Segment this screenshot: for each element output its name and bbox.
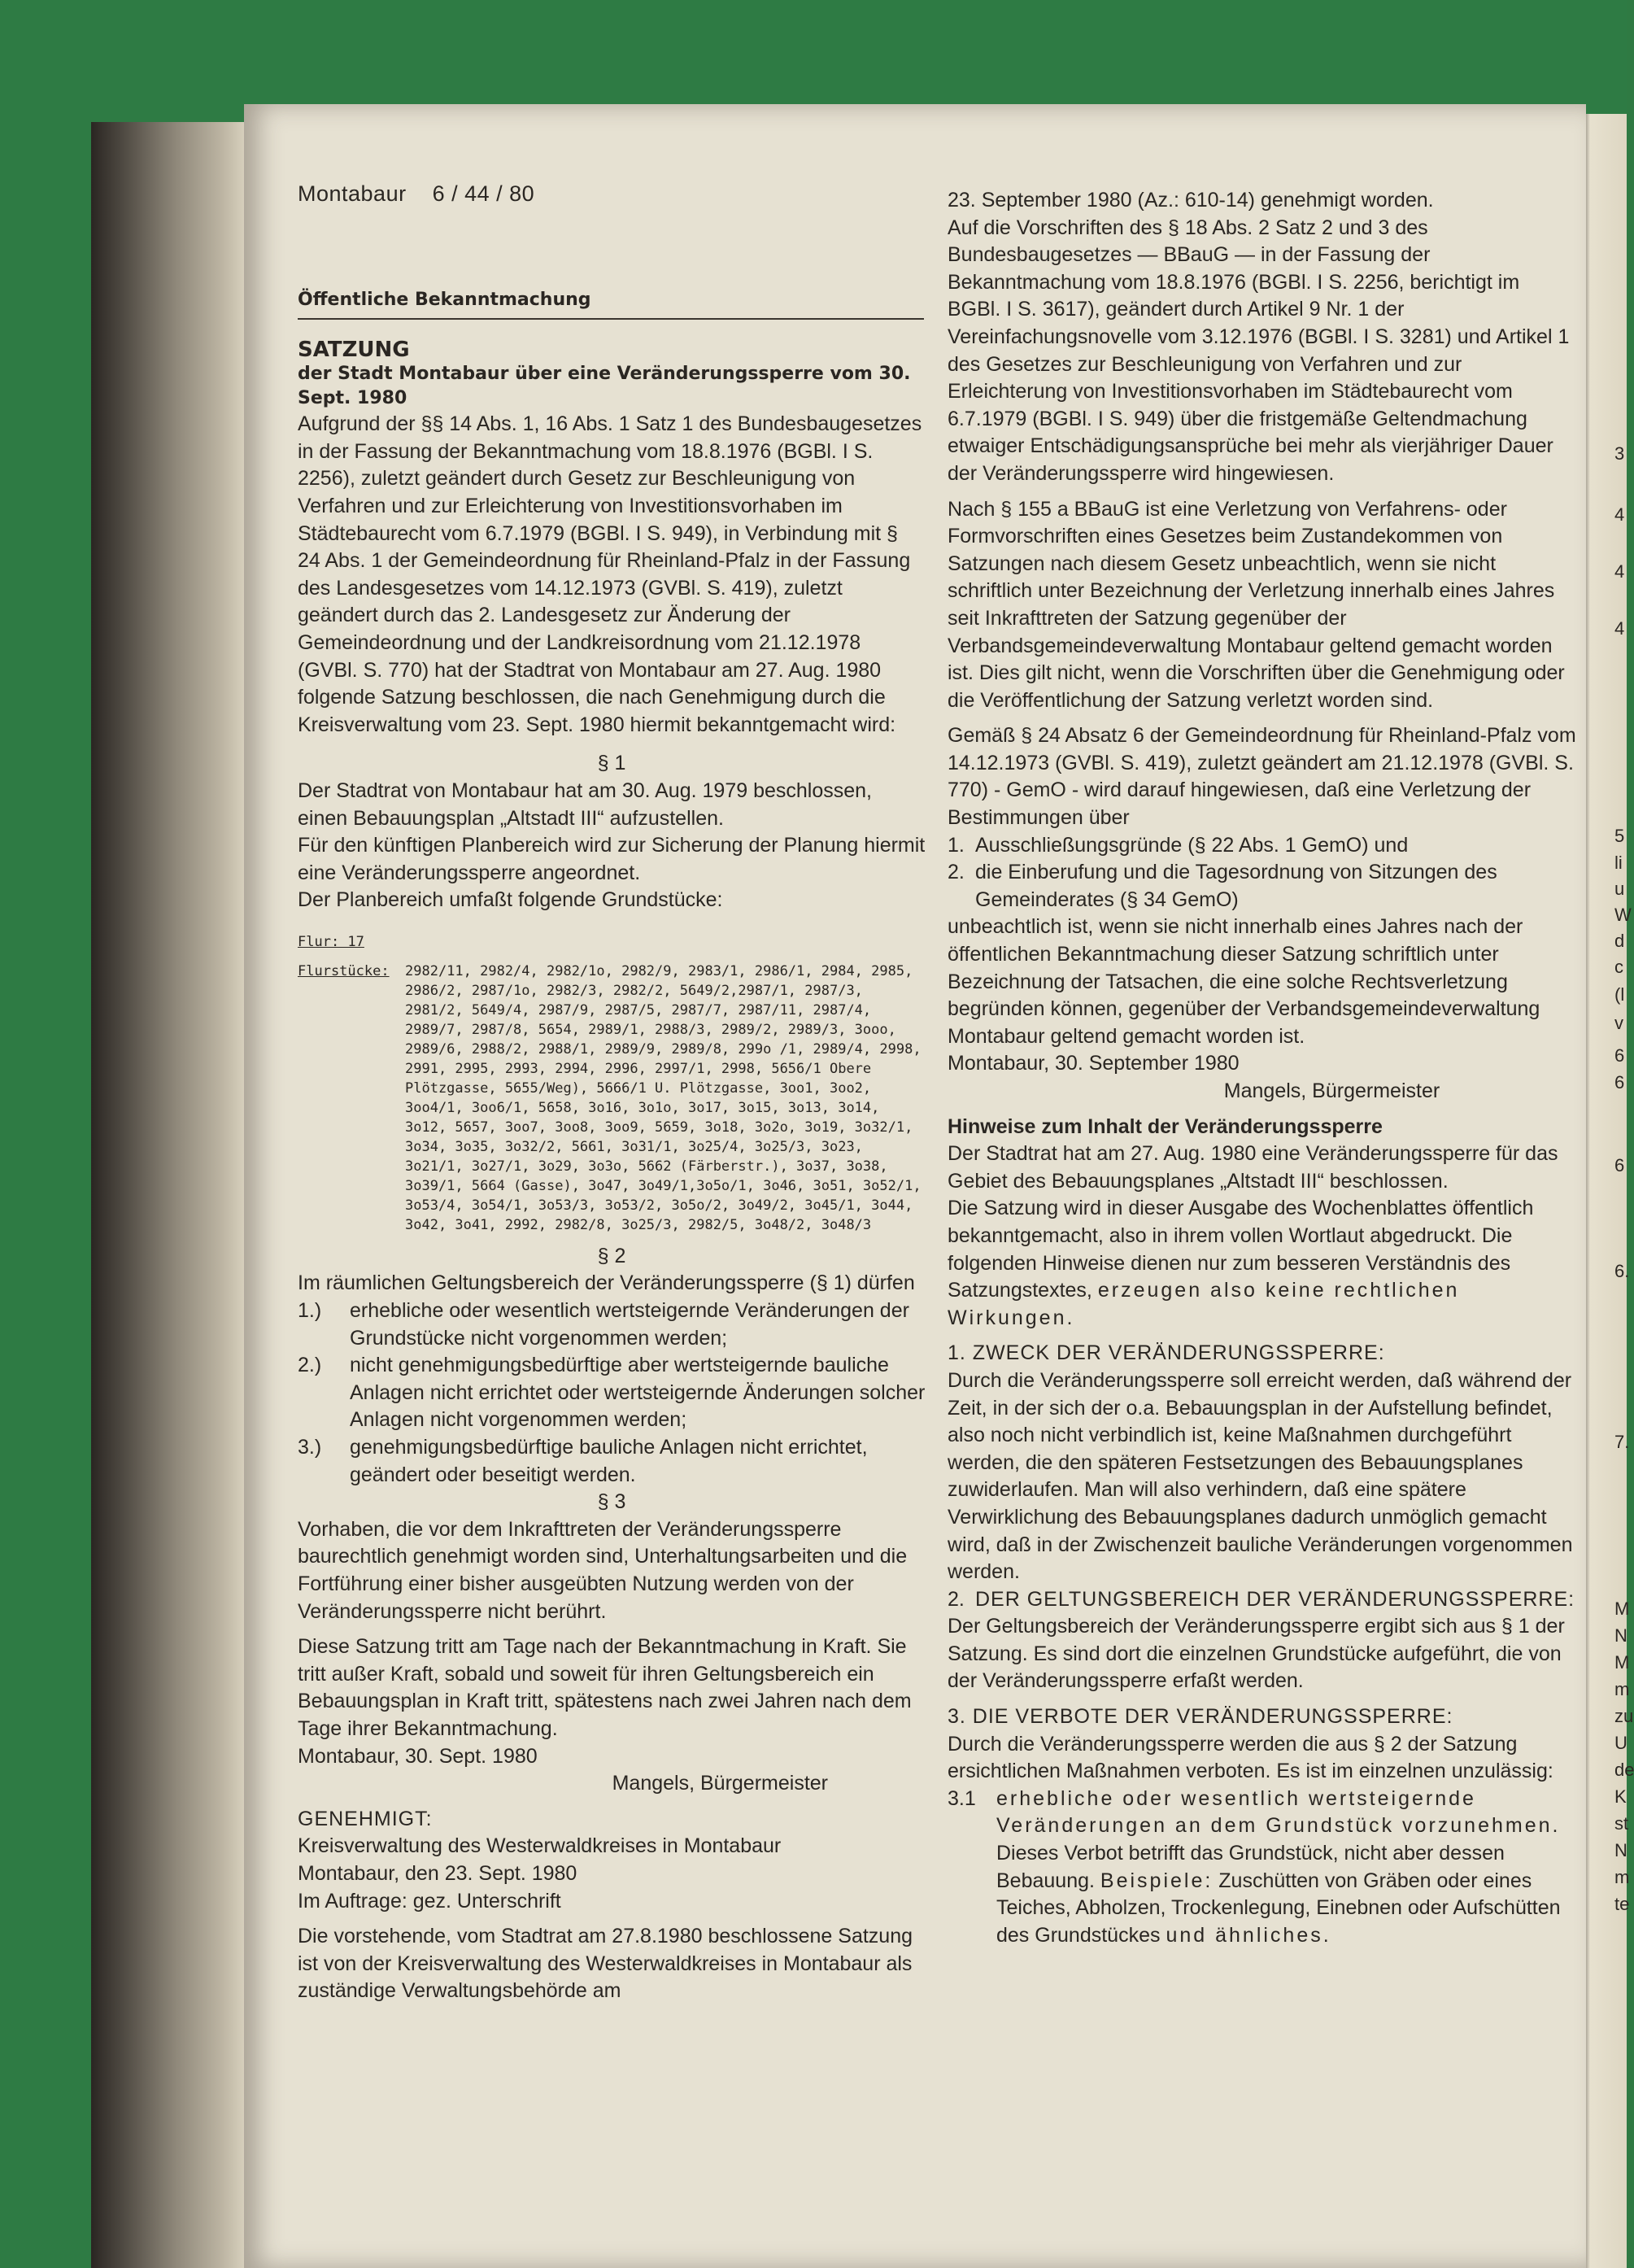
- place-date: Montabaur, 30. Sept. 1980: [298, 1744, 538, 1768]
- list-item-text: [996, 1786, 1578, 1950]
- left-column: [298, 181, 926, 2005]
- inkraft-paragraph: Diese Satzung tritt am Tage nach der Bekanntmachung in Kraft. Sie tritt außer Kraft, sobald und soweit für ihren Geltungsbereich ein Bebauungsplan in Kraft tritt, spätestens nach zwei Jahren nach dem Tage ihrer Bekanntmachung.: [298, 1635, 912, 1740]
- list-item: [298, 1352, 926, 1434]
- section-1-text-3: Der Planbereich umfaßt folgende Grundstücke:: [298, 888, 723, 912]
- flurstuecke-label: Flurstücke:: [298, 962, 390, 979]
- verbote-text: Durch die Veränderungssperre werden die aus § 2 der Satzung ersichtlichen Maßnahmen verboten. Es ist im einzelnen unzulässig:: [948, 1732, 1553, 1783]
- edge-letter: N: [1614, 1840, 1627, 1860]
- bbaug-paragraph: Auf die Vorschriften des § 18 Abs. 2 Satz 2 und 3 des Bundesbaugesetzes — BBauG — in der Fassung der Bekanntmachung vom 18.8.1976 (BGBl. I S. 2256, berichtigt im BGBl. I S. 3617), geändert durch Artikel 9 Nr. 1 der Vereinfachungsnovelle vom 3.12.1976 (BGBl. I S. 3281) und Artikel 1 des Gesetzes zur Beschleunigung von Verfahren und zur Erleichterung von Investitionsvorhaben im Städtebaurecht vom 6.7.1979 (BGBl. I S. 949) über die fristgemäße Geltendmachung etwaiger Entschädigungsansprüche bei mehr als vierjähriger Dauer der Veränderungssperre wird hingewiesen.: [948, 216, 1570, 485]
- list-item-number: 2.: [948, 861, 965, 884]
- verbote-item-part-b: Dieses Verbot betrifft das Grundstück, nicht aber dessen Bebauung.: [996, 1842, 1505, 1892]
- place-date: Montabaur, 30. September 1980: [948, 1052, 1240, 1075]
- edge-letter: u: [1614, 879, 1625, 899]
- gemo-paragraph-end: unbeachtlich ist, wenn sie nicht innerhalb eines Jahres nach der öffentlichen Bekanntmachung dieser Satzung schriftlich unter Bezeichnung der Tatsachen, die eine solche Rechtsverletzung begründen können, gegenüber der Verbandsgemeindeverwaltung Montabaur geltend gemacht worden ist.: [948, 915, 1540, 1048]
- list-item-number: 1.): [298, 1299, 322, 1323]
- hinweise-text-2: [948, 1195, 1578, 1332]
- section-1-text-1: Der Stadtrat von Montabaur hat am 30. Aug. 1979 beschlossen, einen Bebauungsplan „Altstadt III“ aufzustellen.: [298, 779, 872, 830]
- list-item-text: Ausschließungsgründe (§ 22 Abs. 1 GemO) und: [975, 833, 1409, 857]
- approved-label: GENEHMIGT:: [298, 1807, 433, 1830]
- section-155a-paragraph: Nach § 155 a BBauG ist eine Verletzung von Verfahrens- oder Formvorschriften eines Gesetzes beim Zustandekommen von Satzungen nach diesem Gesetz unbeachtlich, wenn sie nicht schriftlich unter Bezeichnung der Verletzung innerhalb eines Jahres seit Inkrafttreten der Satzung gegenüber der Verbandsgemeindeverwaltung Montabaur geltend gemacht worden ist. Dies gilt nicht, wenn die Vorschriften über die Genehmigung oder die Veröffentlichung der Satzung verletzt worden sind.: [948, 497, 1565, 712]
- zweck-text: Durch die Veränderungssperre soll erreicht werden, daß während der Zeit, in der sich der o.a. Bebauungsplan in der Aufstellung befindet, also noch nicht verbindlich ist, keine Maßnahmen durchgeführt werden, die den späteren Festsetzungen des Bebauungsplanes zuwiderlaufen. Man will also verhindern, daß eine spätere Verwirklichung des Bebauungsplanes dadurch unmöglich gemacht wird, daß in der Zwischenzeit bauliche Veränderungen vorgenommen werden.: [948, 1368, 1573, 1584]
- edge-letter: c: [1614, 957, 1623, 977]
- heading-text: DER GELTUNGSBEREICH DER VERÄNDERUNGSSPERRE:: [975, 1587, 1575, 1611]
- verbote-item-part-e: und ähnliches.: [1166, 1923, 1331, 1947]
- list-item-text: nicht genehmigungsbedürftige aber wertsteigernde bauliche Anlagen nicht errichtet oder wertsteigernde Änderungen solcher Anlagen nicht vorgenommen werden;: [350, 1354, 926, 1432]
- list-item: [948, 859, 1578, 914]
- list-item-number: 3.): [298, 1436, 322, 1459]
- signature: Mangels, Bürgermeister: [1223, 1079, 1440, 1102]
- flurstuecke-values: 2982/11, 2982/4, 2982/1o, 2982/9, 2983/1, 2986/1, 2984, 2985, 2986/2, 2987/1o, 2982/3, 2982/2, 5649/2,2987/1, 2987/3, 2981/2, 5649/4, 2987/9, 2987/5, 2987/7, 2987/11, 2987/4, 2989/7, 2987/8, 5654, 2989/1, 2988/3, 2989/2, 2989/3, 3ooo, 2989/6, 2988/2, 2988/1, 2989/9, 2989/8, 299o /1, 2989/4, 2998, 2991, 2995, 2993, 2994, 2996, 2997/1, 2998, 5656/1 Obere Plötzgasse, 5655/Weg), 5666/1 U. Plötzgasse, 3oo1, 3oo2, 3oo4/1, 3oo6/1, 5658, 3o16, 3o1o, 3o17, 3o15, 3o13, 3o14, 3o12, 5657, 3oo7, 3oo8, 3oo9, 5659, 3o18, 3o2o, 3o19, 3o32/1, 3o34, 3o35, 3o32/2, 5661, 3o31/1, 3o25/4, 3o25/3, 3o23, 3o21/1, 3o27/1, 3o29, 3o3o, 5662 (Färberstr.), 3o37, 3o38, 3o39/1, 5664 (Gasse), 3o47, 3o49/1,3o5o/1, 3o46, 3o51, 3o52/1, 3o53/4, 3o54/1, 3o53/3, 3o53/2, 3o5o/2, 3o49/2, 3o45/1, 3o44, 3o42, 3o41, 2992, 2982/8, 3o25/3, 2982/5, 3o48/2, 3o48/3: [405, 962, 922, 1233]
- list-item-text: die Einberufung und die Tagesordnung von Sitzungen des Gemeinderates (§ 34 GemO): [975, 861, 1497, 911]
- kicker-heading: Öffentliche Bekanntmachung: [298, 286, 924, 321]
- hinweise-text-2b: erzeugen also keine rechtlichen Wirkungen.: [948, 1279, 1460, 1329]
- list-item: [298, 1434, 926, 1489]
- edge-letter: 6: [1614, 1155, 1625, 1175]
- verbote-item-part-c: Beispiele:: [1100, 1869, 1214, 1892]
- list-item-text: genehmigungsbedürftige bauliche Anlagen nicht errichtet, geändert oder beseitigt werden.: [350, 1436, 868, 1486]
- approved-date: Montabaur, den 23. Sept. 1980: [298, 1861, 577, 1885]
- edge-letter: 4: [1614, 504, 1625, 525]
- edge-letter: 7.: [1614, 1432, 1630, 1452]
- section-1-text-2: Für den künftigen Planbereich wird zur Sicherung der Planung hiermit eine Veränderungssperre angeordnet.: [298, 834, 926, 884]
- approved-by: Kreisverwaltung des Westerwaldkreises in Montabaur: [298, 1834, 782, 1858]
- section-2-heading: § 2: [597, 1244, 626, 1267]
- edge-letter: de: [1614, 1760, 1634, 1780]
- hinweise-heading: Hinweise zum Inhalt der Veränderungssperre: [948, 1114, 1383, 1138]
- list-item-number: 1.: [948, 833, 965, 857]
- list-item-number: 3.1: [948, 1786, 976, 1810]
- edge-letter: K: [1614, 1786, 1627, 1807]
- edge-letter: N: [1614, 1625, 1627, 1646]
- parcel-list: [298, 932, 926, 1235]
- edge-letter: 3: [1614, 443, 1625, 464]
- list-item: [298, 1298, 926, 1352]
- section-3-text: Vorhaben, die vor dem Inkrafttreten der Veränderungssperre baurechtlich genehmigt worden sind, Unterhaltungsarbeiten und die Fortführung einer bisher ausgeübten Nutzung werden von der Veränderungssperre nicht berührt.: [298, 1517, 908, 1623]
- edge-letter: zu: [1614, 1706, 1634, 1726]
- section-2-list: [298, 1298, 926, 1489]
- heading-number: 2.: [948, 1587, 965, 1611]
- edge-letter: 6.: [1614, 1261, 1630, 1281]
- edge-letter: st: [1614, 1813, 1629, 1834]
- edge-letter: d: [1614, 931, 1625, 951]
- verbote-item-part-d: Zuschütten von Gräben oder eines Teiches, Abholzen, Trockenlegung, Einebnen oder Aufschütten des Grundstückes: [996, 1869, 1561, 1947]
- hinweise-text-1: Der Stadtrat hat am 27. Aug. 1980 eine Veränderungssperre für das Gebiet des Bebauungsplanes „Altstadt III“ beschlossen.: [948, 1142, 1558, 1193]
- flurstuecke-row: [298, 962, 926, 1235]
- book-spine-shadow: [91, 122, 246, 2268]
- edge-letter: 4: [1614, 561, 1625, 582]
- edge-letter: li: [1614, 853, 1623, 873]
- edge-letter: (l: [1614, 984, 1625, 1005]
- list-item: [948, 832, 1578, 860]
- edge-letter: M: [1614, 1599, 1630, 1619]
- edge-letter: te: [1614, 1894, 1630, 1914]
- section-2-intro: Im räumlichen Geltungsbereich der Veränderungssperre (§ 1) dürfen: [298, 1271, 915, 1295]
- right-column: [948, 187, 1578, 1949]
- heading-geltungsbereich: [948, 1586, 1578, 1614]
- gemo-paragraph: Gemäß § 24 Absatz 6 der Gemeindeordnung für Rheinland-Pfalz vom 14.12.1973 (GVBl. S. 419), zuletzt geändert am 21.12.1978 (GVBl. S. 770) - GemO - wird darauf hingewiesen, daß eine Verletzung der Bestimmungen über: [948, 724, 1576, 830]
- list-item-number: 2.): [298, 1354, 322, 1377]
- approved-sign: Im Auftrage: gez. Unterschrift: [298, 1889, 561, 1913]
- edge-letter: U: [1614, 1733, 1627, 1753]
- signature: Mangels, Bürgermeister: [612, 1772, 828, 1795]
- edge-letter: m: [1614, 1867, 1630, 1887]
- edge-letter: M: [1614, 1652, 1630, 1673]
- heading-zweck: 1. ZWECK DER VERÄNDERUNGSSPERRE:: [948, 1341, 1385, 1365]
- closing-paragraph: Die vorstehende, vom Stadtrat am 27.8.1980 beschlossene Satzung ist von der Kreisverwaltung des Westerwaldkreises in Montabaur als zuständige Verwaltungsbehörde am: [298, 1925, 913, 2003]
- hinweise-text-2a: Die Satzung wird in dieser Ausgabe des Wochenblattes öffentlich bekanntgemacht, also in ihrem vollen Wortlaut abgedruckt. Die folgenden Hinweise dienen nur zum besseren Verständnis des Satzungstextes,: [948, 1197, 1534, 1302]
- geltungsbereich-text: Der Geltungsbereich der Veränderungssperre ergibt sich aus § 1 der Satzung. Es sind dort die einzelnen Grundstücke aufgeführt, die von der Veränderungssperre erfaßt werden.: [948, 1615, 1565, 1693]
- edge-letter: m: [1614, 1679, 1630, 1699]
- satzung-subtitle: der Stadt Montabaur über eine Veränderungssperre vom 30. Sept. 1980: [298, 364, 911, 409]
- page-header: Montabaur 6 / 44 / 80: [298, 181, 535, 206]
- edge-letter: v: [1614, 1013, 1623, 1033]
- section-1-heading: § 1: [597, 752, 626, 775]
- edge-letter: 5: [1614, 826, 1625, 846]
- flur-label: Flur: 17: [298, 933, 364, 950]
- verbote-item-part-a: erhebliche oder wesentlich wertsteigernde Veränderungen an dem Grundstück vorzunehmen.: [996, 1786, 1561, 1838]
- list-item-text: erhebliche oder wesentlich wertsteigernde Veränderungen der Grundstücke nicht vorgenommen werden;: [350, 1299, 909, 1350]
- satzung-title: SATZUNG: [298, 338, 410, 363]
- continuation-line: 23. September 1980 (Az.: 610-14) genehmigt worden.: [948, 189, 1434, 212]
- edge-letter: 6: [1614, 1072, 1625, 1093]
- heading-verbote: 3. DIE VERBOTE DER VERÄNDERUNGSSPERRE:: [948, 1705, 1453, 1729]
- list-item: [948, 1786, 1578, 1950]
- section-3-heading: § 3: [597, 1490, 626, 1514]
- intro-paragraph: Aufgrund der §§ 14 Abs. 1, 16 Abs. 1 Satz 1 des Bundesbaugesetzes in der Fassung der Bekanntmachung vom 18.8.1976 (BGBl. I S. 2256), zuletzt geändert durch Gesetz zur Beschleunigung von Verfahren und zur Erleichterung von Investitionsvorhaben im Städtebaurecht vom 6.7.1979 (BGBl. I S. 949), in Verbindung mit § 24 Abs. 1 der Gemeindeordnung für Rheinland-Pfalz in der Fassung des Landesgesetzes vom 14.12.1973 (GVBl. S. 419), zuletzt geändert durch das 2. Landesgesetz zur Änderung der Gemeindeordnung und der Landkreisordnung vom 21.12.1978 (GVBl. S. 770) hat der Stadtrat von Montabaur am 27. Aug. 1980 folgende Satzung beschlossen, die nach Genehmigung durch die Kreisverwaltung vom 23. Sept. 1980 hiermit bekanntgemacht wird:: [298, 412, 922, 736]
- edge-letter: 4: [1614, 618, 1625, 639]
- edge-letter: W: [1614, 905, 1632, 925]
- edge-letter: 6: [1614, 1045, 1625, 1066]
